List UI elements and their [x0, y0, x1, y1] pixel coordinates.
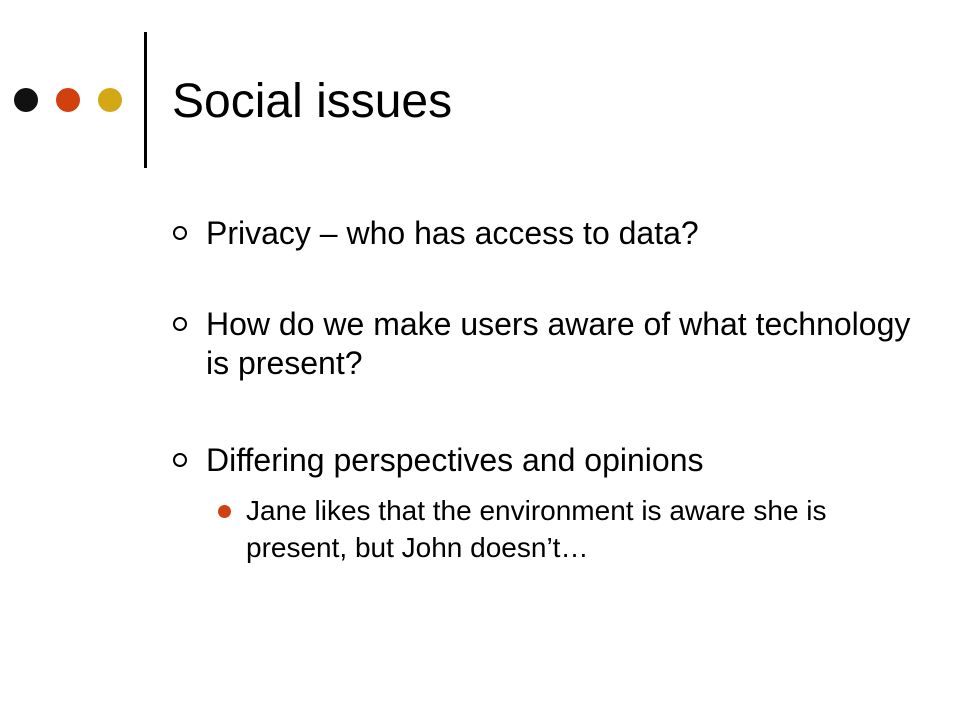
bullet-item: [160, 214, 920, 253]
sub-bullet-text: Jane likes that the environment is aware she is present, but John doesn’t…: [246, 495, 827, 563]
gold-dot-icon: [98, 88, 122, 112]
black-dot-icon: [14, 88, 38, 112]
filled-circle-bullet-icon: [218, 505, 231, 518]
bullet-text: Privacy – who has access to data?: [206, 215, 699, 251]
bullet-list: [160, 206, 920, 566]
slide-title: Social issues: [172, 75, 453, 128]
hollow-circle-bullet-icon: [173, 317, 187, 331]
bullet-item: [160, 305, 920, 383]
bullet-text: Differing perspectives and opinions: [206, 442, 704, 478]
bullet-item: [160, 441, 920, 480]
sub-bullet-item: [160, 492, 866, 566]
orange-dot-icon: [56, 88, 80, 112]
title-divider-line: [144, 32, 147, 168]
hollow-circle-bullet-icon: [173, 453, 187, 467]
bullet-text: How do we make users aware of what technology is present?: [206, 306, 911, 381]
hollow-circle-bullet-icon: [173, 226, 187, 240]
